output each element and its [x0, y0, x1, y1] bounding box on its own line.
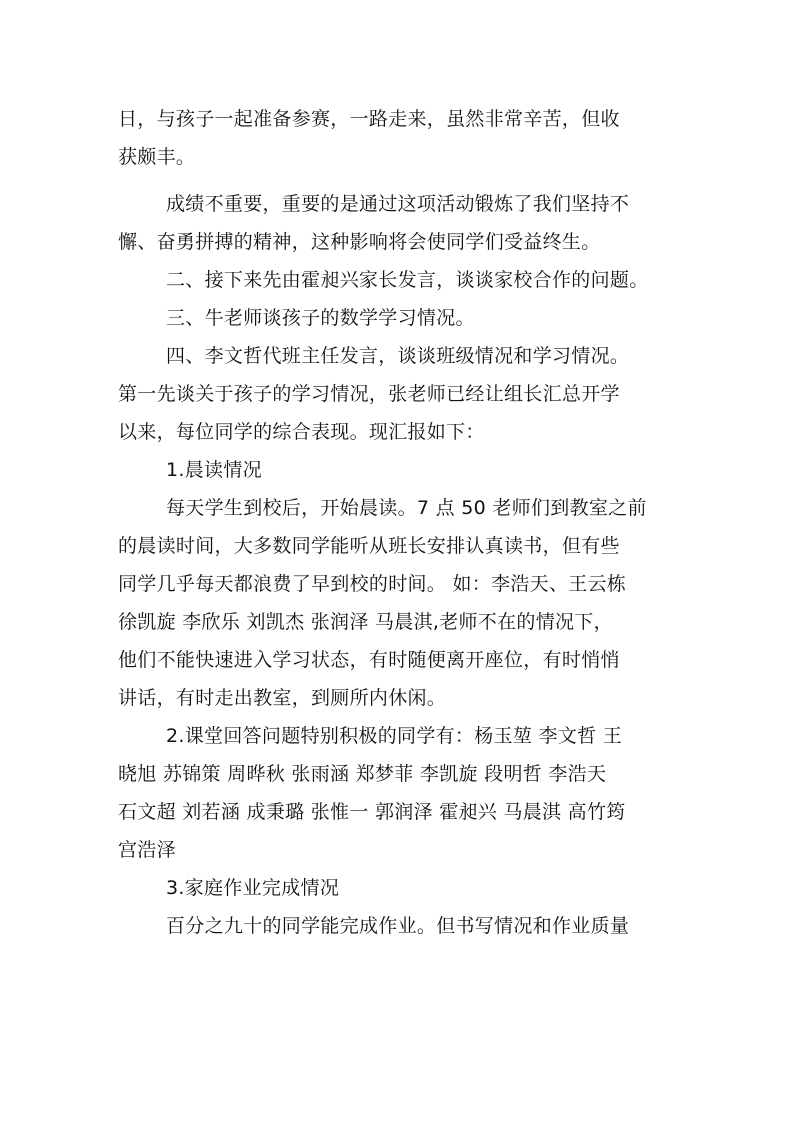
paragraph-line: 他们不能快速进入学习状态，有时随便离开座位，有时悄悄: [118, 649, 620, 671]
document-body: [118, 100, 678, 945]
paragraph-line: 的晨读时间，大多数同学能听从班长安排认真读书，但有些: [118, 535, 620, 557]
paragraph-line: 同学几乎每天都浪费了早到校的时间。 如：李浩天、王云栋: [118, 573, 627, 595]
section-heading: 二、接下来先由霍昶兴家长发言，谈谈家校合作的问题。: [166, 269, 649, 291]
subsection-heading: 2.课堂回答问题特别积极的同学有：杨玉堃 李文哲 王: [166, 725, 623, 747]
paragraph-line: 日，与孩子一起准备参赛，一路走来，虽然非常辛苦，但收: [118, 108, 620, 130]
paragraph-line: 百分之九十的同学能完成作业。但书写情况和作业质量: [166, 915, 630, 937]
section-heading: 四、李文哲代班主任发言，谈谈班级情况和学习情况。: [166, 345, 630, 367]
section-heading: 三、牛老师谈孩子的数学学习情况。: [166, 307, 475, 329]
paragraph-line: 每天学生到校后，开始晨读。7 点 50 老师们到教室之前: [166, 497, 647, 519]
paragraph-line: 懈、奋勇拼搏的精神，这种影响将会使同学们受益终生。: [118, 231, 601, 253]
paragraph-line: 获颇丰。: [118, 146, 196, 168]
paragraph-line: 晓旭 苏锦策 周晔秋 张雨涵 郑梦菲 李凯旋 段明哲 李浩天: [118, 763, 607, 785]
paragraph-line: 石文超 刘若涵 成秉璐 张惟一 郭润泽 霍昶兴 马晨淇 高竹筠: [118, 801, 626, 823]
paragraph-line: 第一先谈关于孩子的学习情况，张老师已经让组长汇总开学: [118, 383, 620, 405]
subsection-heading: 1.晨读情况: [166, 459, 262, 481]
paragraph-line: 以来，每位同学的综合表现。现汇报如下：: [118, 421, 485, 443]
paragraph-line: 徐凯旋 李欣乐 刘凯杰 张润泽 马晨淇,老师不在的情况下，: [118, 611, 613, 633]
paragraph-line: 宫浩泽: [118, 839, 176, 861]
subsection-heading: 3.家庭作业完成情况: [166, 877, 340, 899]
paragraph-line: 成绩不重要，重要的是通过这项活动锻炼了我们坚持不: [166, 193, 630, 215]
paragraph-line: 讲话，有时走出教室，到厕所内休闲。: [118, 687, 447, 709]
